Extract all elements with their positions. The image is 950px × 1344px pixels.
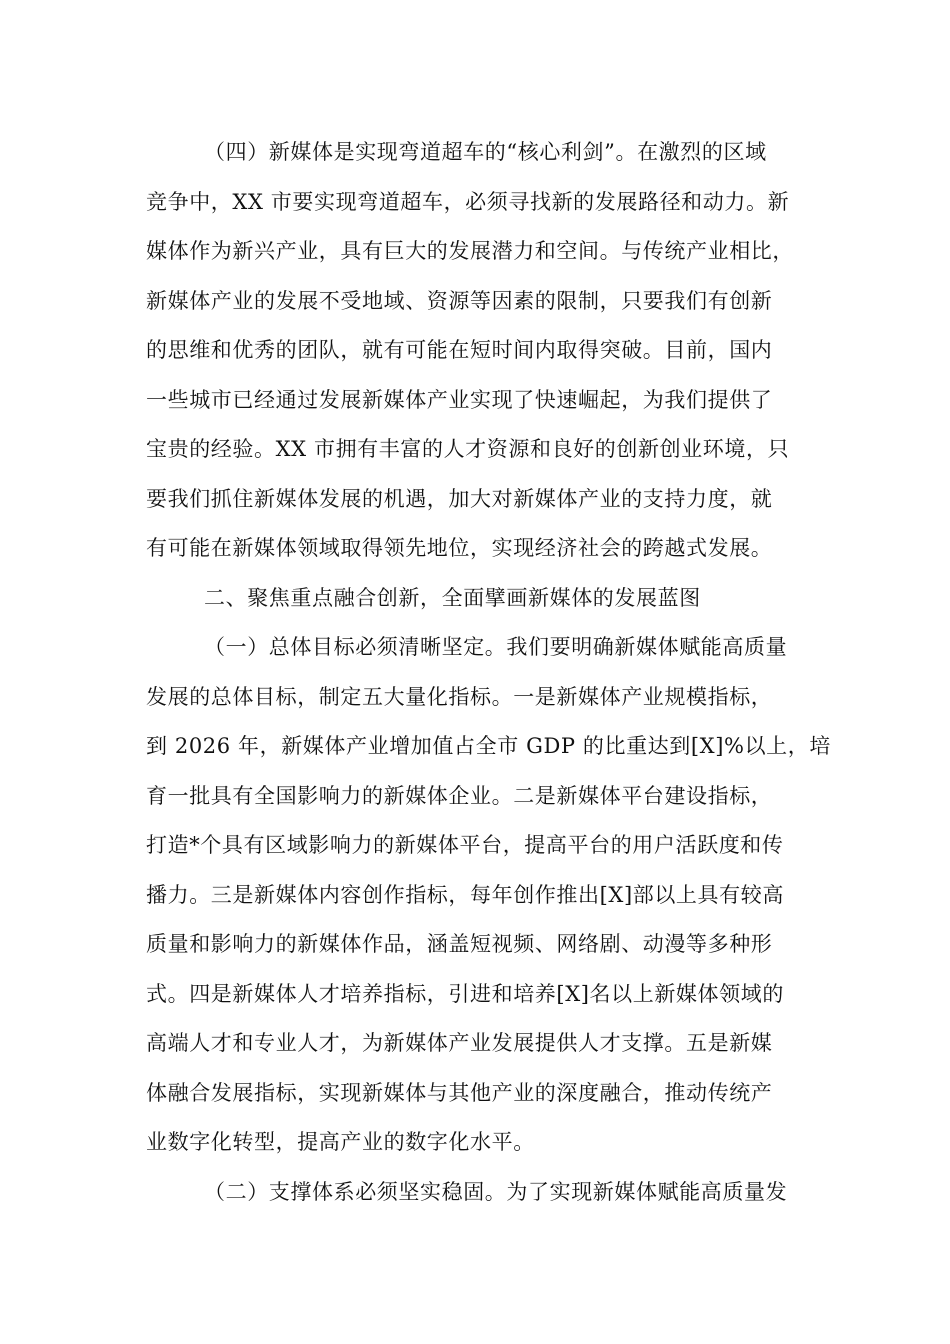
paragraph-section-one	[146, 623, 831, 1168]
paragraph-line: （二）支撑体系必须坚实稳固。为了实现新媒体赋能高质量发	[204, 1179, 788, 1204]
paragraph-line: 发展的总体目标，制定五大量化指标。一是新媒体产业规模指标，	[146, 684, 773, 709]
paragraph-line: 育一批具有全国影响力的新媒体企业。二是新媒体平台建设指标，	[146, 783, 773, 808]
paragraph-line: 的思维和优秀的团队，就有可能在短时间内取得突破。目前，国内	[146, 338, 773, 362]
paragraph-line: （一）总体目标必须清晰坚定。我们要明确新媒体赋能高质量	[204, 635, 788, 659]
paragraph-line: 式。四是新媒体人才培养指标，引进和培养[X]名以上新媒体领域的	[146, 981, 784, 1006]
paragraph-line: 到 2026 年，新媒体产业增加值占全市 GDP 的比重达到[X]%以上，培	[146, 734, 831, 758]
paragraph-line: 媒体作为新兴产业，具有巨大的发展潜力和空间。与传统产业相比，	[146, 239, 794, 263]
paragraph-line: 体融合发展指标，实现新媒体与其他产业的深度融合，推动传统产	[146, 1080, 773, 1105]
paragraph-section-four	[146, 128, 826, 574]
paragraph-line: 宝贵的经验。XX 市拥有丰富的人才资源和良好的创新创业环境，只	[146, 437, 790, 461]
paragraph-line: （四）新媒体是实现弯道超车的“核心利剑”。在激烈的区域	[204, 140, 767, 164]
paragraph-line: 业数字化转型，提高产业的数字化水平。	[146, 1130, 535, 1154]
paragraph-line: 一些城市已经通过发展新媒体产业实现了快速崛起，为我们提供了	[146, 387, 773, 412]
section-heading-text: 二、聚焦重点融合创新，全面擘画新媒体的发展蓝图	[204, 585, 701, 610]
paragraph-line: 竞争中，XX 市要实现弯道超车，必须寻找新的发展路径和动力。新	[146, 189, 790, 214]
paragraph-line: 高端人才和专业人才，为新媒体产业发展提供人才支撑。五是新媒	[146, 1031, 773, 1055]
paragraph-line: 新媒体产业的发展不受地域、资源等因素的限制，只要我们有创新	[146, 288, 773, 313]
paragraph-line: 播力。三是新媒体内容创作指标，每年创作推出[X]部以上具有较高	[146, 882, 784, 907]
paragraph-line: 打造*个具有区域影响力的新媒体平台，提高平台的用户活跃度和传	[146, 833, 784, 857]
paragraph-line: 质量和影响力的新媒体作品，涵盖短视频、网络剧、动漫等多种形	[146, 932, 773, 956]
section-heading	[146, 574, 826, 624]
paragraph-section-two	[146, 1168, 826, 1218]
paragraph-line: 有可能在新媒体领域取得领先地位，实现经济社会的跨越式发展。	[146, 536, 773, 560]
paragraph-line: 要我们抓住新媒体发展的机遇，加大对新媒体产业的支持力度，就	[146, 486, 773, 511]
document-body	[146, 128, 831, 1217]
